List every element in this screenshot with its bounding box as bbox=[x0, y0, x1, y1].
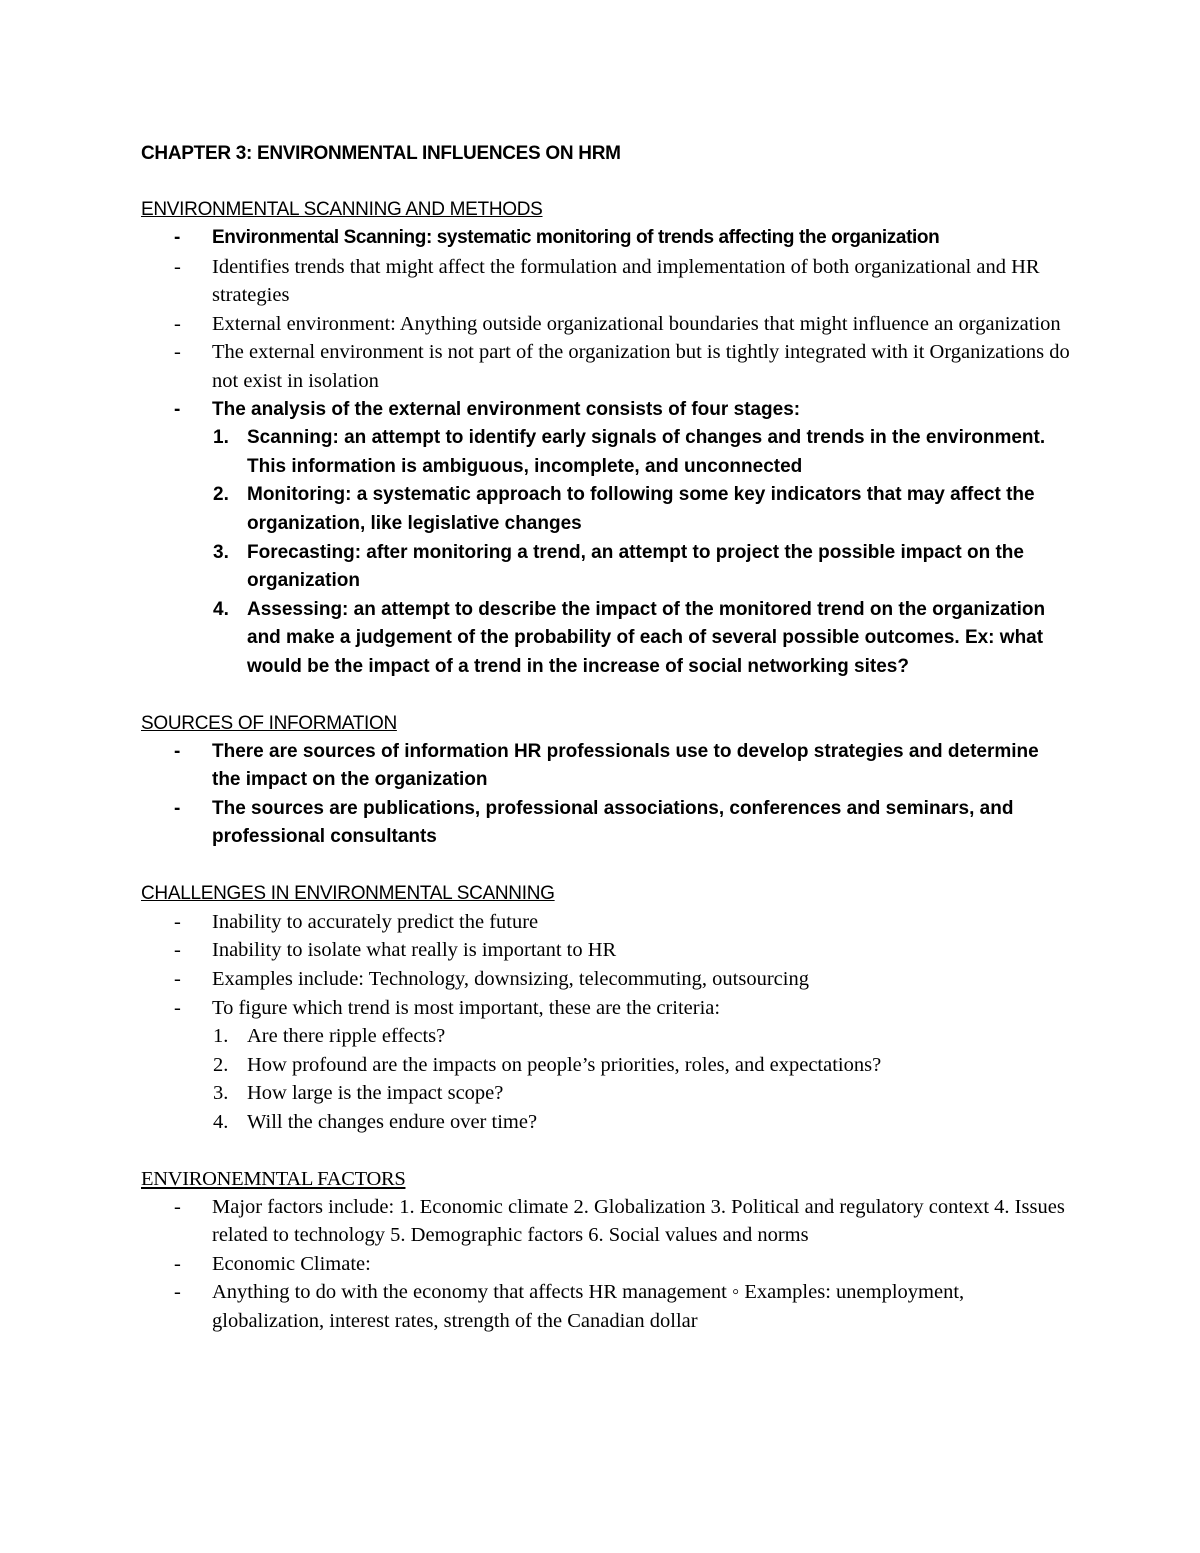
list-item: - Examples include: Technology, downsizing, telecommuting, outsourcing bbox=[141, 965, 1071, 994]
list-text: Monitoring: a systematic approach to following some key indicators that may affect the organization, like legislative changes bbox=[247, 484, 1035, 534]
list-item bbox=[141, 596, 1071, 682]
list-number: 1. bbox=[213, 427, 229, 449]
list-number: 2. bbox=[213, 1053, 229, 1076]
list-item: - The analysis of the external environment consists of four stages: bbox=[141, 396, 1071, 425]
list-text: Will the changes endure over time? bbox=[247, 1111, 538, 1134]
list-text: Scanning: an attempt to identify early signals of changes and trends in the environment. This information is ambiguous, incomplete, and unconnected bbox=[247, 427, 1046, 477]
sources-list bbox=[141, 738, 1071, 852]
list-number: 3. bbox=[213, 1082, 229, 1105]
page-title: CHAPTER 3: ENVIRONMENTAL INFLUENCES ON HRM bbox=[141, 143, 621, 164]
list-item bbox=[141, 1022, 1071, 1051]
list-item: - Environmental Scanning: systematic monitoring of trends affecting the organization bbox=[141, 224, 1071, 253]
list-item: - External environment: Anything outside organizational boundaries that might influence an organization bbox=[141, 310, 1071, 339]
list-item bbox=[141, 481, 1071, 538]
list-item: - Economic Climate: bbox=[141, 1250, 1071, 1279]
stages-list bbox=[141, 424, 1071, 681]
list-number: 3. bbox=[213, 541, 229, 563]
factors-list bbox=[141, 1193, 1071, 1336]
list-item: - Identifies trends that might affect the formulation and implementation of both organizational and HR strategies bbox=[141, 253, 1071, 310]
challenges-list bbox=[141, 908, 1071, 1022]
list-item bbox=[141, 424, 1071, 481]
document-page bbox=[141, 140, 1071, 1336]
list-item: - Anything to do with the economy that affects HR management ◦ Examples: unemployment, globalization, interest rates, strength of the Canadian dollar bbox=[141, 1278, 1071, 1335]
list-number: 2. bbox=[213, 484, 229, 506]
list-number: 1. bbox=[213, 1025, 229, 1048]
section-heading-challenges: CHALLENGES IN ENVIRONMENTAL SCANNING bbox=[141, 882, 555, 904]
list-item bbox=[141, 539, 1071, 596]
list-number: 4. bbox=[213, 598, 229, 620]
list-text: How profound are the impacts on people’s priorities, roles, and expectations? bbox=[247, 1053, 882, 1076]
criteria-list bbox=[141, 1022, 1071, 1136]
list-text: How large is the impact scope? bbox=[247, 1082, 504, 1105]
list-text: Are there ripple effects? bbox=[247, 1025, 446, 1048]
scanning-list bbox=[141, 224, 1071, 424]
list-item: - Inability to isolate what really is important to HR bbox=[141, 936, 1071, 965]
list-text: Forecasting: after monitoring a trend, an attempt to project the possible impact on the organization bbox=[247, 541, 1024, 592]
list-item: - Inability to accurately predict the future bbox=[141, 908, 1071, 937]
list-item: - Major factors include: 1. Economic climate 2. Globalization 3. Political and regulatory context 4. Issues related to technology 5. Demographic factors 6. Social values and norms bbox=[141, 1193, 1071, 1250]
section-heading-factors: ENVIRONEMNTAL FACTORS bbox=[141, 1167, 406, 1190]
list-item bbox=[141, 1108, 1071, 1137]
list-item: - To figure which trend is most important, these are the criteria: bbox=[141, 994, 1071, 1023]
list-text: Assessing: an attempt to describe the impact of the monitored trend on the organization and make a judgement of the probability of each of several possible outcomes. Ex: what would be the impact of a trend in the increase of social networking sites? bbox=[247, 598, 1046, 677]
list-number: 4. bbox=[213, 1111, 229, 1134]
list-item bbox=[141, 1079, 1071, 1108]
list-item bbox=[141, 1051, 1071, 1080]
section-heading-sources: SOURCES OF INFORMATION bbox=[141, 712, 397, 734]
list-item: - The sources are publications, professional associations, conferences and seminars, and professional consultants bbox=[141, 795, 1071, 852]
section-heading-scanning: ENVIRONMENTAL SCANNING AND METHODS bbox=[141, 199, 543, 220]
list-item: - The external environment is not part of the organization but is tightly integrated with it Organizations do not exist in isolation bbox=[141, 338, 1071, 395]
list-item: - There are sources of information HR professionals use to develop strategies and determine the impact on the organization bbox=[141, 738, 1071, 795]
